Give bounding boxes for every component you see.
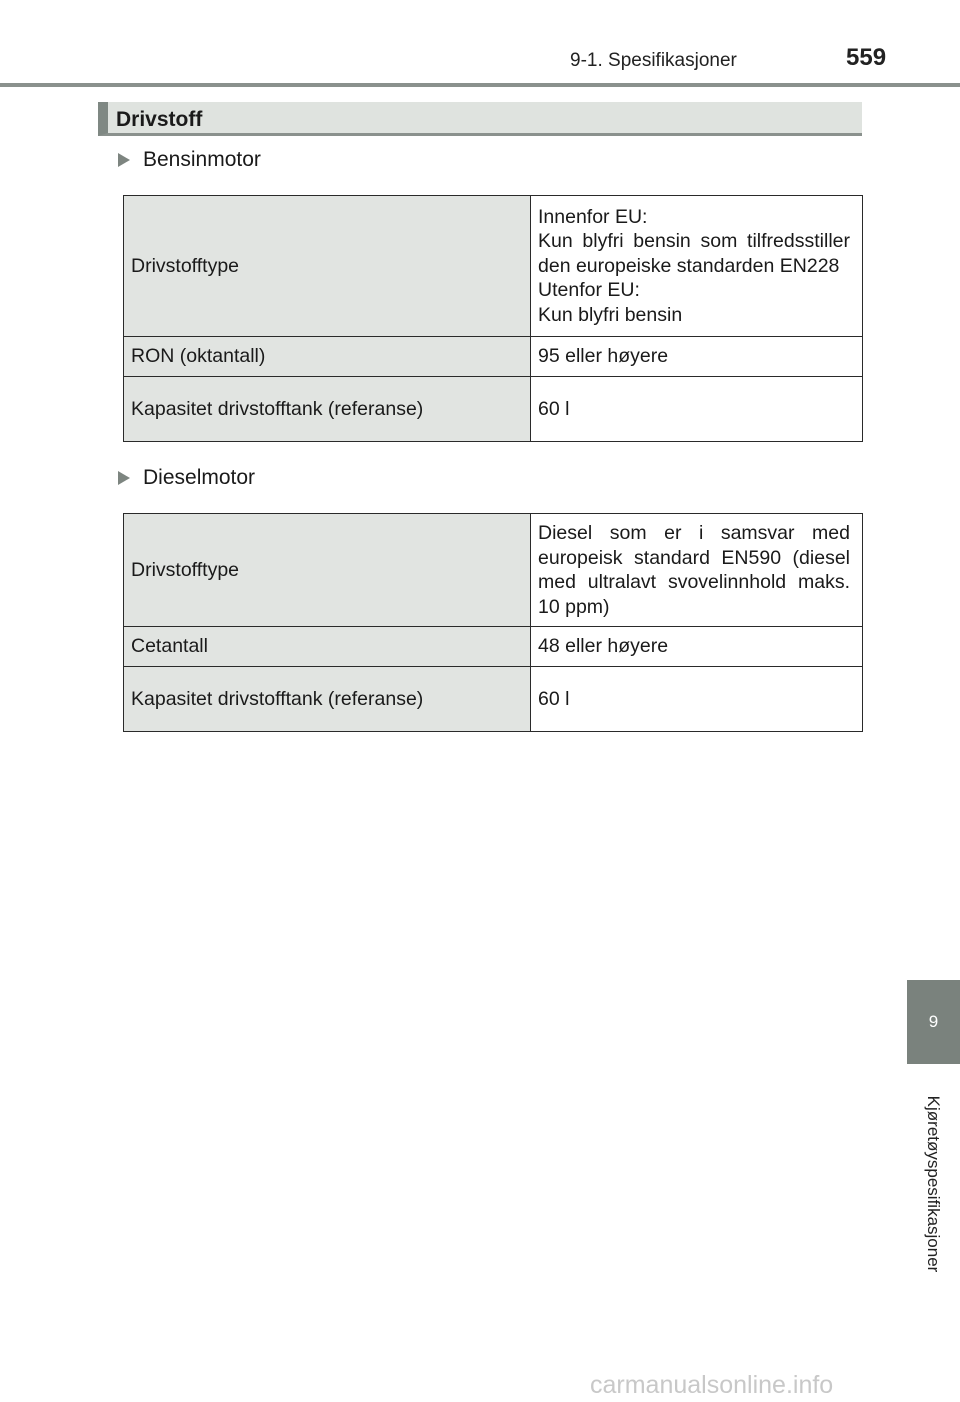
table-row	[124, 667, 863, 732]
chapter-tab	[907, 980, 960, 1064]
diesel-heading-label: Dieselmotor	[143, 466, 256, 489]
table-key-cell: RON (oktantall)	[124, 337, 531, 377]
watermark: carmanualsonline.info	[590, 1371, 834, 1399]
diesel-spec-table	[123, 513, 863, 732]
diesel-heading	[118, 466, 255, 490]
triangle-bullet-icon	[118, 471, 130, 485]
table-value-cell	[531, 196, 863, 337]
value-line: Utenfor EU:	[538, 279, 640, 302]
table-key-cell: Drivstofftype	[124, 196, 531, 337]
petrol-heading-label: Bensinmotor	[143, 148, 261, 171]
chapter-tab-number: 9	[928, 1012, 939, 1031]
table-row	[124, 377, 863, 442]
triangle-bullet-icon	[118, 153, 130, 167]
table-value-cell: 60 l	[531, 667, 863, 732]
petrol-spec-table	[123, 195, 863, 442]
value-line: Innenfor EU:	[538, 205, 648, 228]
section-title-bar	[98, 102, 862, 136]
value-line: Kun blyfri bensin som tilfredsstiller den europeiske standarden EN228	[538, 230, 850, 277]
table-value-cell: 48 eller høyere	[531, 627, 863, 667]
table-row	[124, 337, 863, 377]
header-section-title: 9-1. Spesifikasjoner	[570, 50, 737, 71]
page-number: 559	[846, 44, 887, 71]
table-key-cell: Kapasitet drivstofftank (referanse)	[124, 667, 531, 732]
table-row	[124, 627, 863, 667]
table-key-cell: Kapasitet drivstofftank (referanse)	[124, 377, 531, 442]
table-row	[124, 514, 863, 627]
section-title: Drivstoff	[116, 108, 203, 131]
table-value-cell: 95 eller høyere	[531, 337, 863, 377]
value-line: Kun blyfri bensin	[538, 303, 683, 326]
table-value-cell: 60 l	[531, 377, 863, 442]
header-divider	[0, 83, 960, 87]
petrol-heading	[118, 148, 261, 172]
table-key-cell: Cetantall	[124, 627, 531, 667]
chapter-tab-label: Kjøretøyspesifikasjoner	[924, 1095, 943, 1273]
table-key-cell: Drivstofftype	[124, 514, 531, 627]
table-value-cell: Diesel som er i samsvar med europeisk standard EN590 (diesel med ultralavt svovelinnhold maks. 10 ppm)	[531, 514, 863, 627]
table-row	[124, 196, 863, 337]
